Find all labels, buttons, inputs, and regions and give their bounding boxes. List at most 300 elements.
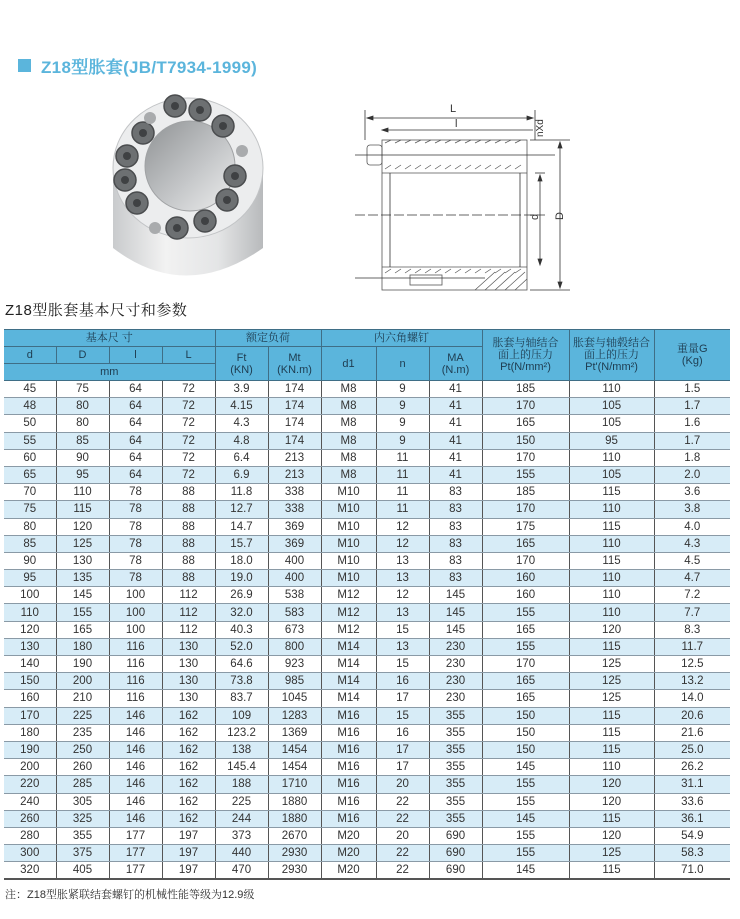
table-cell: 3.8 [654, 501, 730, 518]
table-cell: 405 [56, 862, 109, 879]
table-cell: 13 [376, 604, 429, 621]
table-cell: M14 [321, 690, 376, 707]
table-cell: 64 [109, 398, 162, 415]
table-cell: M10 [321, 501, 376, 518]
table-cell: 160 [4, 690, 56, 707]
table-cell: 250 [56, 741, 109, 758]
table-cell: 12 [376, 535, 429, 552]
table-cell: 260 [56, 759, 109, 776]
table-cell: 78 [109, 552, 162, 569]
table-cell: 110 [4, 604, 56, 621]
table-cell: 190 [4, 741, 56, 758]
table-cell: M10 [321, 484, 376, 501]
table-cell: 162 [162, 741, 215, 758]
table-cell: 165 [482, 673, 569, 690]
table-row [4, 552, 730, 569]
table-cell: 26.2 [654, 759, 730, 776]
ma-line1: MA [447, 351, 464, 364]
label-nxd1: nXd [535, 119, 546, 137]
table-cell: 12.5 [654, 656, 730, 673]
table-cell: M16 [321, 776, 376, 793]
table-cell: 115 [569, 741, 654, 758]
table-row [4, 707, 730, 724]
table-cell: 6.4 [215, 449, 268, 466]
table-cell: 1.8 [654, 449, 730, 466]
table-cell: 58.3 [654, 845, 730, 862]
table-cell: 170 [4, 707, 56, 724]
table-cell: 210 [56, 690, 109, 707]
table-cell: 162 [162, 810, 215, 827]
table-cell: 4.8 [215, 432, 268, 449]
table-cell: 11 [376, 466, 429, 483]
table-cell: 170 [482, 449, 569, 466]
table-cell: 197 [162, 862, 215, 879]
table-cell: 21.6 [654, 724, 730, 741]
table-cell: 1.7 [654, 398, 730, 415]
table-cell: 538 [268, 587, 321, 604]
table-cell: 8.3 [654, 621, 730, 638]
table-cell: 17 [376, 741, 429, 758]
table-row [4, 862, 730, 879]
table-cell: 673 [268, 621, 321, 638]
table-cell: M12 [321, 587, 376, 604]
table-cell: 72 [162, 449, 215, 466]
table-cell: 138 [215, 741, 268, 758]
table-cell: 41 [429, 432, 482, 449]
table-cell: 155 [482, 845, 569, 862]
table-cell: 72 [162, 398, 215, 415]
table-cell: 1283 [268, 707, 321, 724]
table-cell: 1454 [268, 759, 321, 776]
table-cell: 130 [162, 656, 215, 673]
table-cell: 64 [109, 432, 162, 449]
table-cell: 1.6 [654, 415, 730, 432]
table-cell: 22 [376, 810, 429, 827]
table-cell: 11 [376, 449, 429, 466]
mt-line2: (KN.m) [277, 363, 312, 376]
table-cell: 83.7 [215, 690, 268, 707]
table-cell: 185 [482, 381, 569, 398]
ma-line2: (N.m) [441, 363, 470, 376]
table-cell: 13 [376, 552, 429, 569]
table-cell: M20 [321, 827, 376, 844]
table-cell: 146 [109, 810, 162, 827]
table-row [4, 604, 730, 621]
table-cell: 355 [429, 793, 482, 810]
table-cell: 145 [482, 862, 569, 879]
table-row [4, 570, 730, 587]
table-cell: 88 [162, 518, 215, 535]
table-cell: 115 [569, 638, 654, 655]
table-cell: 162 [162, 724, 215, 741]
table-cell: 145.4 [215, 759, 268, 776]
table-cell: 72 [162, 432, 215, 449]
table-cell: 213 [268, 466, 321, 483]
col-ma [429, 347, 482, 381]
table-cell: 64 [109, 466, 162, 483]
table-cell: 146 [109, 724, 162, 741]
table-cell: 12 [376, 587, 429, 604]
table-cell: 235 [56, 724, 109, 741]
table-cell: 4.3 [654, 535, 730, 552]
table-cell: 145 [56, 587, 109, 604]
table-cell: 170 [482, 656, 569, 673]
table-cell: 16 [376, 724, 429, 741]
table-cell: 125 [569, 845, 654, 862]
table-cell: 440 [215, 845, 268, 862]
col-d: d [4, 347, 56, 364]
table-cell: 20 [376, 776, 429, 793]
table-cell: 22 [376, 862, 429, 879]
col-shaft-pressure [482, 330, 569, 381]
col-hub-pressure [569, 330, 654, 381]
table-cell: 155 [56, 604, 109, 621]
table-cell: 145 [482, 759, 569, 776]
table-cell: 146 [109, 741, 162, 758]
table-cell: M20 [321, 845, 376, 862]
col-l: l [109, 347, 162, 364]
table-cell: 41 [429, 415, 482, 432]
table-cell: M14 [321, 638, 376, 655]
table-cell: 285 [56, 776, 109, 793]
table-cell: 110 [569, 604, 654, 621]
table-cell: 300 [4, 845, 56, 862]
table-cell: 115 [569, 862, 654, 879]
table-cell: 3.9 [215, 381, 268, 398]
table-cell: 115 [56, 501, 109, 518]
table-cell: 130 [4, 638, 56, 655]
table-row [4, 415, 730, 432]
table-cell: 120 [569, 776, 654, 793]
table-cell: 80 [56, 398, 109, 415]
table-cell: 145 [429, 604, 482, 621]
table-cell: 12.7 [215, 501, 268, 518]
section-title [18, 53, 257, 78]
table-cell: 146 [109, 759, 162, 776]
table-cell: 105 [569, 398, 654, 415]
table-cell: 17 [376, 690, 429, 707]
table-cell: 110 [569, 570, 654, 587]
table-cell: M16 [321, 741, 376, 758]
table-cell: 165 [482, 415, 569, 432]
table-cell: 78 [109, 484, 162, 501]
table-cell: 120 [56, 518, 109, 535]
table-cell: M8 [321, 466, 376, 483]
table-cell: 125 [569, 673, 654, 690]
table-cell: 923 [268, 656, 321, 673]
table-cell: 200 [56, 673, 109, 690]
table-cell: 41 [429, 466, 482, 483]
table-cell: 213 [268, 449, 321, 466]
table-cell: 83 [429, 552, 482, 569]
table-cell: 95 [56, 466, 109, 483]
table-cell: 1880 [268, 793, 321, 810]
table-cell: 64 [109, 415, 162, 432]
table-cell: 36.1 [654, 810, 730, 827]
table-cell: 174 [268, 398, 321, 415]
table-cell: 115 [569, 810, 654, 827]
table-cell: 11.8 [215, 484, 268, 501]
shaft-pressure-line3: Pt(N/mm²) [500, 361, 551, 373]
table-caption: Z18型胀套基本尺寸和参数 [5, 302, 188, 319]
table-cell: 160 [482, 587, 569, 604]
table-row [4, 793, 730, 810]
table-cell: 15 [376, 656, 429, 673]
table-cell: 155 [482, 776, 569, 793]
label-L: L [450, 103, 457, 115]
table-cell: 355 [429, 741, 482, 758]
table-cell: 13 [376, 570, 429, 587]
table-cell: 41 [429, 449, 482, 466]
table-cell: 110 [569, 381, 654, 398]
table-cell: 78 [109, 518, 162, 535]
table-row [4, 621, 730, 638]
table-cell: 9 [376, 398, 429, 415]
table-row [4, 724, 730, 741]
table-cell: 88 [162, 535, 215, 552]
table-cell: M16 [321, 810, 376, 827]
table-cell: 110 [569, 501, 654, 518]
table-cell: 146 [109, 776, 162, 793]
table-cell: 115 [569, 552, 654, 569]
table-cell: 120 [569, 793, 654, 810]
table-cell: 120 [4, 621, 56, 638]
table-cell: 150 [482, 432, 569, 449]
table-cell: M14 [321, 656, 376, 673]
table-cell: 4.15 [215, 398, 268, 415]
table-cell: 225 [56, 707, 109, 724]
table-cell: 373 [215, 827, 268, 844]
table-cell: 95 [569, 432, 654, 449]
table-cell: 150 [482, 724, 569, 741]
table-cell: 41 [429, 381, 482, 398]
table-cell: 140 [4, 656, 56, 673]
table-cell: 130 [56, 552, 109, 569]
table-cell: 583 [268, 604, 321, 621]
table-row [4, 535, 730, 552]
table-cell: 230 [429, 638, 482, 655]
table-cell: M16 [321, 707, 376, 724]
table-body [4, 381, 730, 879]
table-cell: 135 [56, 570, 109, 587]
table-cell: 78 [109, 535, 162, 552]
table-cell: 162 [162, 793, 215, 810]
table-cell: 690 [429, 845, 482, 862]
table-cell: 110 [569, 449, 654, 466]
group-basic-size: 基本尺 寸 [4, 330, 215, 347]
table-cell: 17 [376, 759, 429, 776]
table-cell: 105 [569, 466, 654, 483]
label-d: d [529, 213, 541, 220]
table-cell: M20 [321, 862, 376, 879]
table-cell: 11 [376, 484, 429, 501]
table-cell: 100 [109, 604, 162, 621]
table-cell: 130 [162, 638, 215, 655]
table-cell: 174 [268, 381, 321, 398]
table-cell: 75 [56, 381, 109, 398]
table-cell: 100 [109, 587, 162, 604]
table-row [4, 518, 730, 535]
table-cell: 12 [376, 518, 429, 535]
table-cell: 125 [569, 690, 654, 707]
table-cell: 70 [4, 484, 56, 501]
table-row [4, 501, 730, 518]
table-cell: 90 [4, 552, 56, 569]
section-title-text: Z18型胀套(JB/T7934-1999) [41, 58, 258, 77]
table-cell: 54.9 [654, 827, 730, 844]
table-cell: 1710 [268, 776, 321, 793]
table-cell: 174 [268, 432, 321, 449]
table-cell: 41 [429, 398, 482, 415]
table-cell: 4.5 [654, 552, 730, 569]
table-cell: 230 [429, 656, 482, 673]
table-cell: 177 [109, 845, 162, 862]
table-cell: 180 [56, 638, 109, 655]
table-cell: 690 [429, 862, 482, 879]
table-cell: 4.7 [654, 570, 730, 587]
table-cell: 60 [4, 449, 56, 466]
hub-pressure-line2: 面上的压力 [584, 349, 640, 361]
table-row [4, 587, 730, 604]
table-cell: 26.9 [215, 587, 268, 604]
col-n: n [376, 347, 429, 381]
table-cell: 2.0 [654, 466, 730, 483]
table-cell: 4.0 [654, 518, 730, 535]
table-row [4, 690, 730, 707]
table-cell: 88 [162, 484, 215, 501]
table-cell: 55 [4, 432, 56, 449]
table-cell: 83 [429, 570, 482, 587]
table-cell: 1.5 [654, 381, 730, 398]
table-cell: 225 [215, 793, 268, 810]
table-cell: 48 [4, 398, 56, 415]
table-cell: M8 [321, 398, 376, 415]
table-cell: 90 [56, 449, 109, 466]
table-cell: 165 [482, 690, 569, 707]
table-cell: 110 [569, 587, 654, 604]
table-cell: 244 [215, 810, 268, 827]
table-cell: 11.7 [654, 638, 730, 655]
table-cell: 320 [4, 862, 56, 879]
table-row [4, 638, 730, 655]
table-cell: 355 [429, 707, 482, 724]
table-cell: M12 [321, 621, 376, 638]
table-cell: 25.0 [654, 741, 730, 758]
col-d1: d1 [321, 347, 376, 381]
table-cell: M14 [321, 673, 376, 690]
table-cell: 1880 [268, 810, 321, 827]
table-cell: 369 [268, 535, 321, 552]
table-cell: 175 [482, 518, 569, 535]
unit-mm: mm [4, 364, 215, 381]
table-cell: 174 [268, 415, 321, 432]
table-cell: 110 [569, 759, 654, 776]
table-cell: 9 [376, 381, 429, 398]
table-cell: 85 [4, 535, 56, 552]
table-cell: 155 [482, 827, 569, 844]
table-cell: 123.2 [215, 724, 268, 741]
table-cell: M8 [321, 381, 376, 398]
table-cell: 150 [482, 707, 569, 724]
table-cell: 305 [56, 793, 109, 810]
table-cell: 155 [482, 793, 569, 810]
table-cell: 15.7 [215, 535, 268, 552]
table-cell: 115 [569, 518, 654, 535]
table-cell: 170 [482, 552, 569, 569]
table-cell: M16 [321, 759, 376, 776]
expansion-sleeve-photo [105, 88, 270, 283]
table-cell: 188 [215, 776, 268, 793]
ft-line2: (KN) [230, 363, 253, 376]
ft-line1: Ft [236, 351, 247, 364]
table-cell: M16 [321, 793, 376, 810]
table-cell: 115 [569, 707, 654, 724]
table-cell: 71.0 [654, 862, 730, 879]
table-cell: 375 [56, 845, 109, 862]
table-cell: 190 [56, 656, 109, 673]
table-cell: 470 [215, 862, 268, 879]
table-cell: 355 [429, 759, 482, 776]
table-row [4, 449, 730, 466]
table-cell: 14.0 [654, 690, 730, 707]
hub-pressure-line1: 胀套与轴毂结合 [573, 337, 651, 349]
table-cell: 116 [109, 673, 162, 690]
table-cell: 2930 [268, 862, 321, 879]
table-row [4, 827, 730, 844]
table-cell: 85 [56, 432, 109, 449]
table-cell: 115 [569, 724, 654, 741]
table-cell: 1454 [268, 741, 321, 758]
table-cell: 116 [109, 656, 162, 673]
table-cell: 2670 [268, 827, 321, 844]
table-cell: 20.6 [654, 707, 730, 724]
table-cell: 80 [56, 415, 109, 432]
table-cell: 280 [4, 827, 56, 844]
table-cell: 15 [376, 707, 429, 724]
table-row [4, 759, 730, 776]
table-cell: 9 [376, 415, 429, 432]
col-L: L [162, 347, 215, 364]
table-cell: 180 [4, 724, 56, 741]
table-cell: 125 [56, 535, 109, 552]
table-cell: 338 [268, 501, 321, 518]
table-cell: 177 [109, 827, 162, 844]
table-cell: 110 [569, 535, 654, 552]
table-cell: 130 [162, 673, 215, 690]
table-cell: 145 [482, 810, 569, 827]
table-cell: 80 [4, 518, 56, 535]
table-cell: 112 [162, 604, 215, 621]
table-cell: 52.0 [215, 638, 268, 655]
table-cell: 260 [4, 810, 56, 827]
table-cell: M12 [321, 604, 376, 621]
group-rated-load: 额定负荷 [215, 330, 321, 347]
table-cell: 64 [109, 381, 162, 398]
table-cell: 64.6 [215, 656, 268, 673]
table-cell: 109 [215, 707, 268, 724]
table-cell: 16 [376, 673, 429, 690]
table-cell: 120 [569, 621, 654, 638]
table-cell: 15 [376, 621, 429, 638]
group-hex-screw: 内六角螺钉 [321, 330, 482, 347]
table-cell: 690 [429, 827, 482, 844]
table-cell: 110 [56, 484, 109, 501]
table-cell: 78 [109, 501, 162, 518]
table-cell: 155 [482, 466, 569, 483]
table-cell: 22 [376, 793, 429, 810]
table-row [4, 432, 730, 449]
table-cell: 338 [268, 484, 321, 501]
